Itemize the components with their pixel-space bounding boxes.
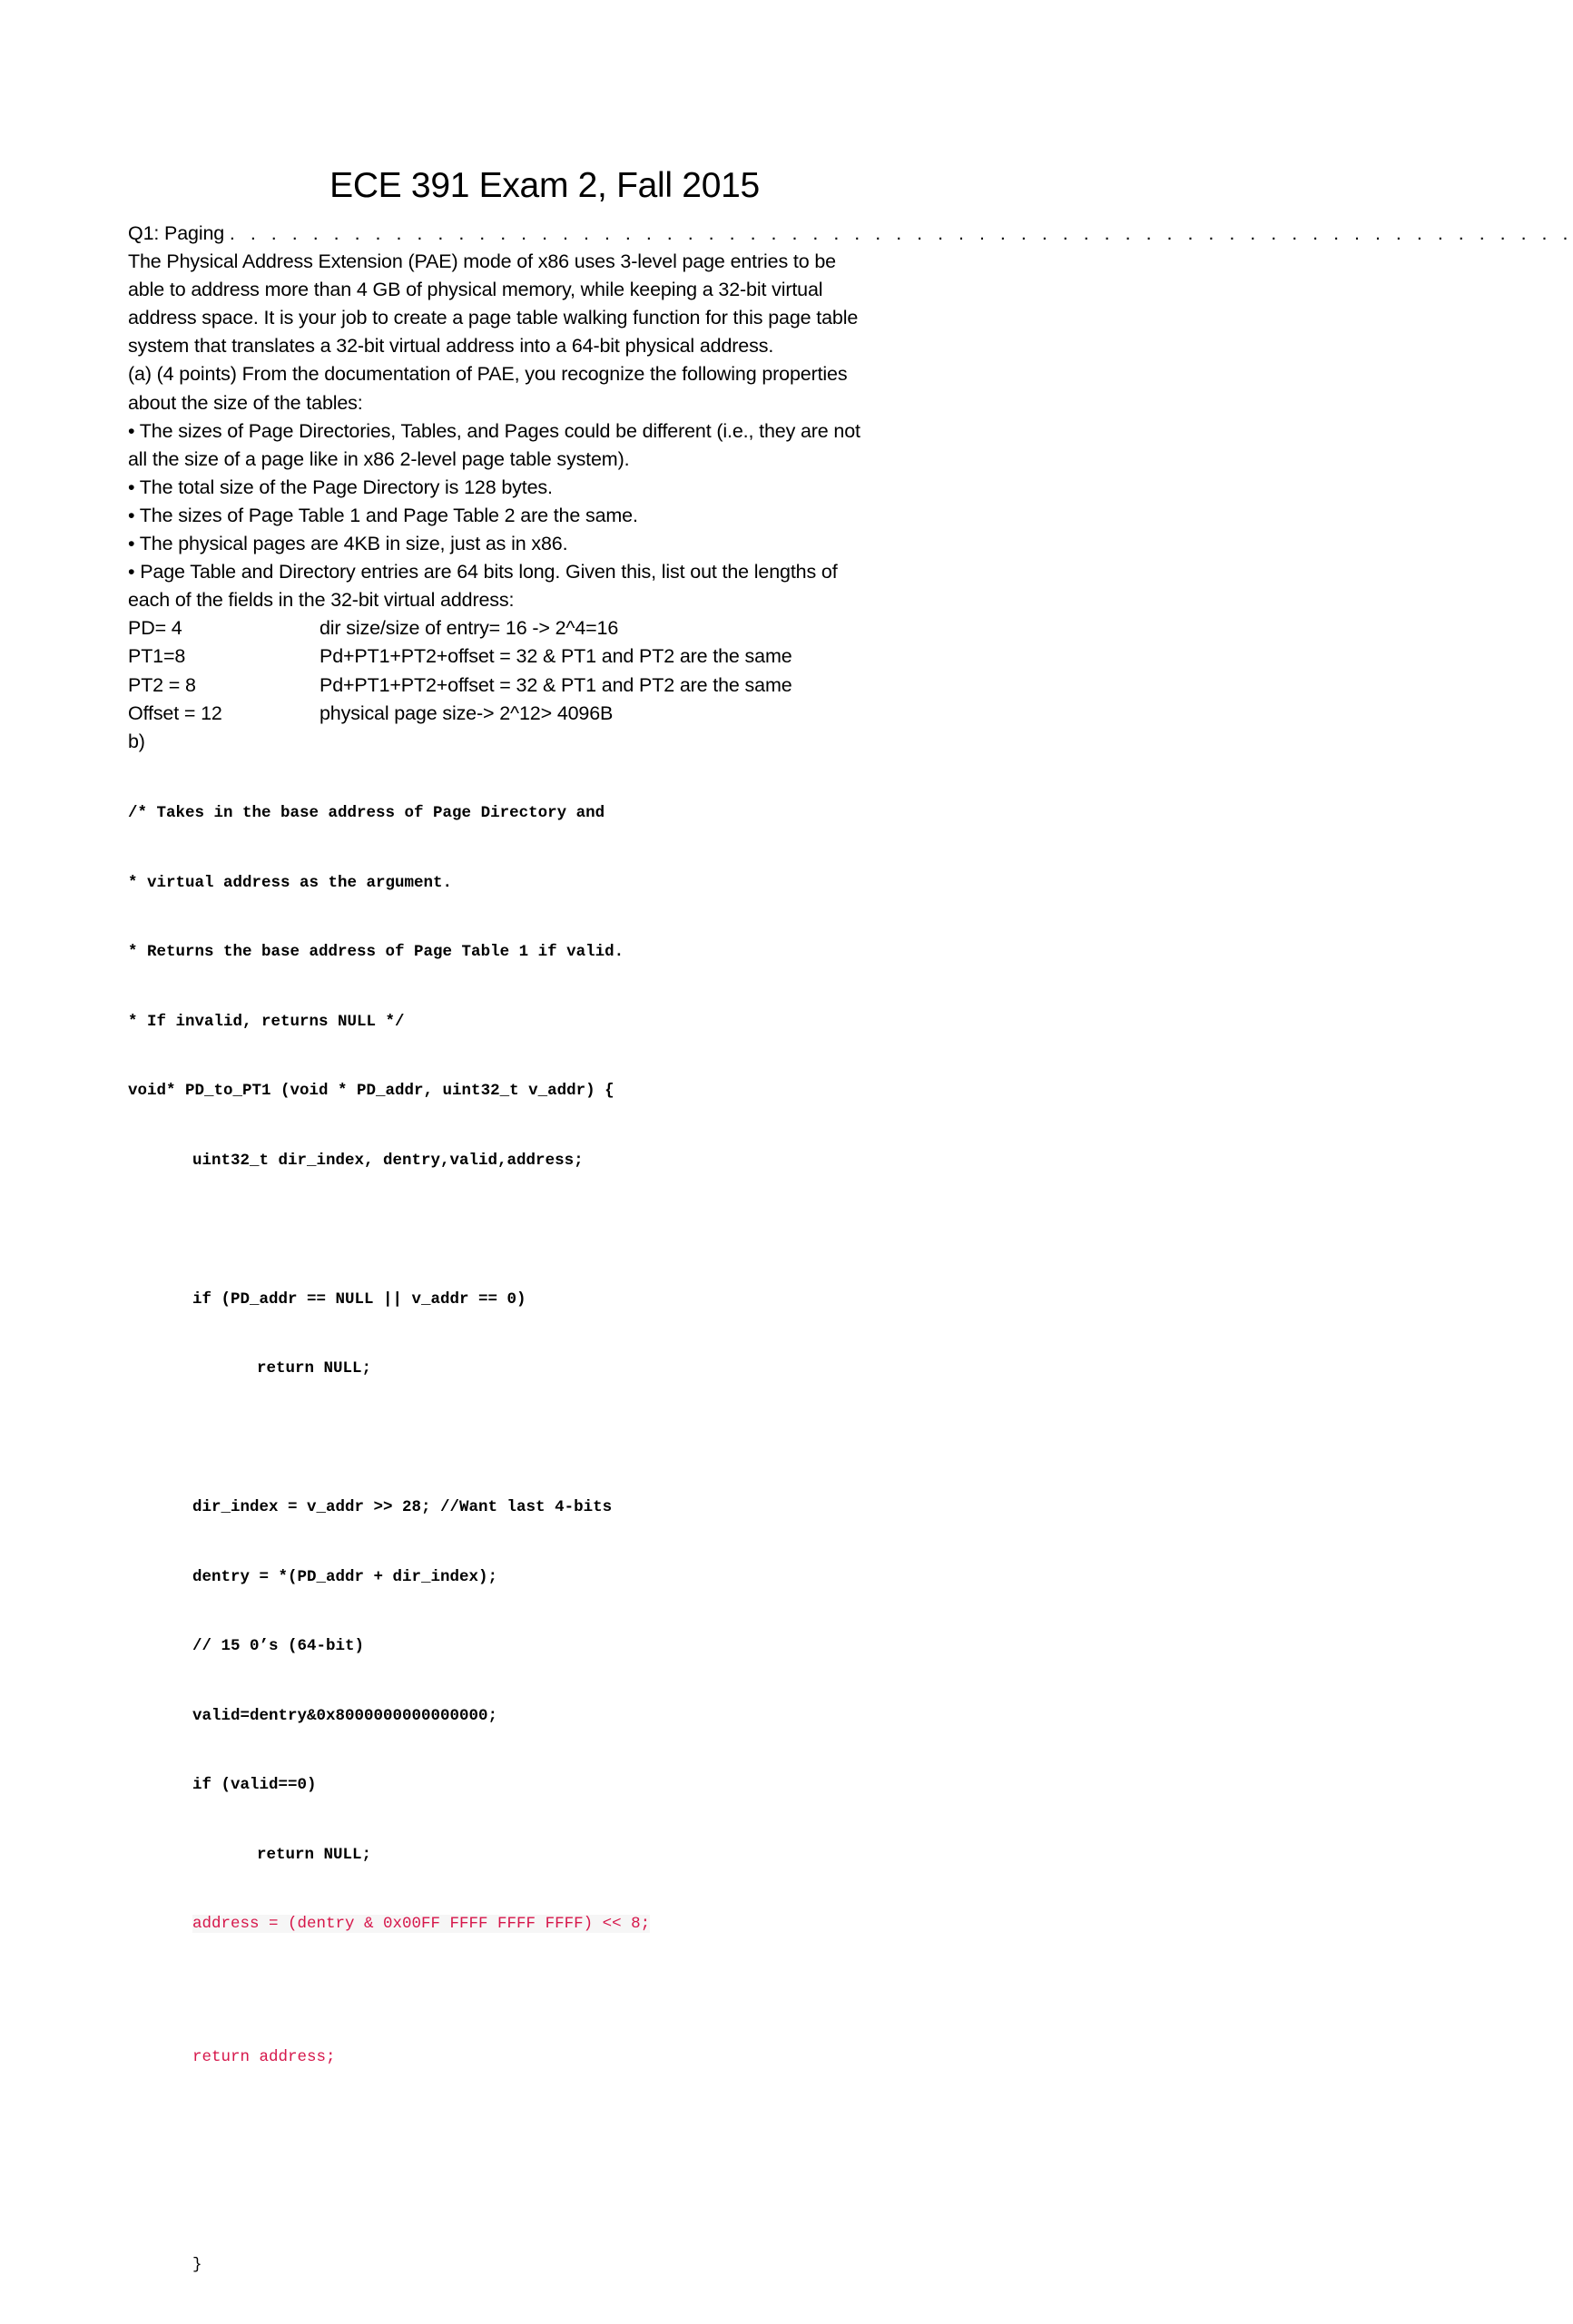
question-heading-leader: . . . . . . . . . . . . . . . . . . . . . . . . . . . . . . . . . . . . . . . . . . . . . . . . . . . . . . . . . . . . . . . . . bbox=[229, 222, 1573, 244]
code-blank bbox=[128, 2115, 650, 2139]
intro-line: The Physical Address Extension (PAE) mode of x86 uses 3-level page entries to be bbox=[128, 250, 836, 273]
code-dentry: dentry = *(PD_addr + dir_index); bbox=[192, 1567, 498, 1586]
code-valid: valid=dentry&0x8000000000000000; bbox=[192, 1706, 498, 1725]
question-heading bbox=[128, 220, 1573, 248]
answer-explanation: Pd+PT1+PT2+offset = 32 & PT1 and PT2 are the same bbox=[320, 645, 792, 668]
code-comment-line: * Returns the base address of Page Table 1 if valid. bbox=[128, 943, 624, 961]
part-a-line: (a) (4 points) From the documentation of PAE, you recognize the following properties bbox=[128, 363, 848, 386]
code-if-valid: if (valid==0) bbox=[192, 1776, 317, 1794]
code-return-address-answer: return address; bbox=[192, 2047, 336, 2066]
answer-row-pd bbox=[128, 614, 972, 642]
code-blank bbox=[128, 2185, 650, 2209]
intro-line: able to address more than 4 GB of physical memory, while keeping a 32-bit virtual bbox=[128, 279, 823, 301]
code-comment-zeros: // 15 0’s (64-bit) bbox=[192, 1637, 365, 1655]
code-comment-line: * virtual address as the argument. bbox=[128, 873, 453, 892]
document-title: ECE 391 Exam 2, Fall 2015 bbox=[329, 166, 760, 205]
code-dir-index: dir_index = v_addr >> 28; //Want last 4-bits bbox=[192, 1498, 613, 1516]
answer-row-pt1 bbox=[128, 642, 972, 671]
answer-field: PT2 = 8 bbox=[128, 673, 196, 696]
code-address-answer-line bbox=[128, 1913, 650, 1937]
answer-row-offset bbox=[128, 700, 972, 728]
code-comment-line: * If invalid, returns NULL */ bbox=[128, 1012, 405, 1031]
bullet-line: • The sizes of Page Table 1 and Page Table 2 are the same. bbox=[128, 504, 638, 526]
code-comment-line: /* Takes in the base address of Page Directory and bbox=[128, 804, 605, 822]
bullet-line: • The sizes of Page Directories, Tables, and Pages could be different (i.e., they are not bbox=[128, 419, 860, 442]
question-body bbox=[128, 220, 1573, 756]
code-declaration: uint32_t dir_index, dentry,valid,address; bbox=[192, 1151, 584, 1170]
intro-line: address space. It is your job to create a page table walking function for this page table bbox=[128, 307, 859, 329]
part-b-label: b) bbox=[128, 730, 145, 752]
code-blank bbox=[128, 1219, 650, 1242]
answer-field: PT1=8 bbox=[128, 645, 186, 668]
code-blank bbox=[128, 1427, 650, 1451]
answer-explanation: physical page size-> 2^12> 4096B bbox=[320, 701, 614, 724]
intro-line: system that translates a 32-bit virtual address into a 64-bit physical address. bbox=[128, 335, 774, 358]
answer-row-pt2 bbox=[128, 672, 972, 700]
code-if-null: if (PD_addr == NULL || v_addr == 0) bbox=[192, 1289, 526, 1309]
answer-field: PD= 4 bbox=[128, 617, 182, 640]
bullet-line: • The physical pages are 4KB in size, just as in x86. bbox=[128, 533, 568, 555]
answer-field: Offset = 12 bbox=[128, 701, 222, 724]
code-signature: void* PD_to_PT1 (void * PD_addr, uint32_t v_addr) { bbox=[128, 1082, 614, 1100]
bullet-line: all the size of a page like in x86 2-level page table system). bbox=[128, 447, 630, 470]
code-closing-brace: } bbox=[192, 2256, 202, 2274]
answer-explanation: dir size/size of entry= 16 -> 2^4=16 bbox=[320, 617, 619, 640]
code-return-null: return NULL; bbox=[257, 1845, 372, 1864]
code-return-null: return NULL; bbox=[257, 1359, 372, 1378]
question-heading-label: Q1: Paging bbox=[128, 222, 225, 244]
bullet-line: each of the fields in the 32-bit virtual address: bbox=[128, 589, 515, 612]
part-a-line: about the size of the tables: bbox=[128, 391, 363, 414]
bullet-line: • Page Table and Directory entries are 64 bits long. Given this, list out the lengths of bbox=[128, 561, 838, 583]
code-blank bbox=[128, 1983, 650, 2000]
bullet-line: • The total size of the Page Directory is 128 bytes. bbox=[128, 476, 553, 498]
answer-explanation: Pd+PT1+PT2+offset = 32 & PT1 and PT2 are the same bbox=[320, 673, 792, 696]
code-block bbox=[128, 756, 650, 2324]
code-address-answer: address = (dentry & 0x00FF FFFF FFFF FFFF) << 8; bbox=[192, 1915, 651, 1933]
